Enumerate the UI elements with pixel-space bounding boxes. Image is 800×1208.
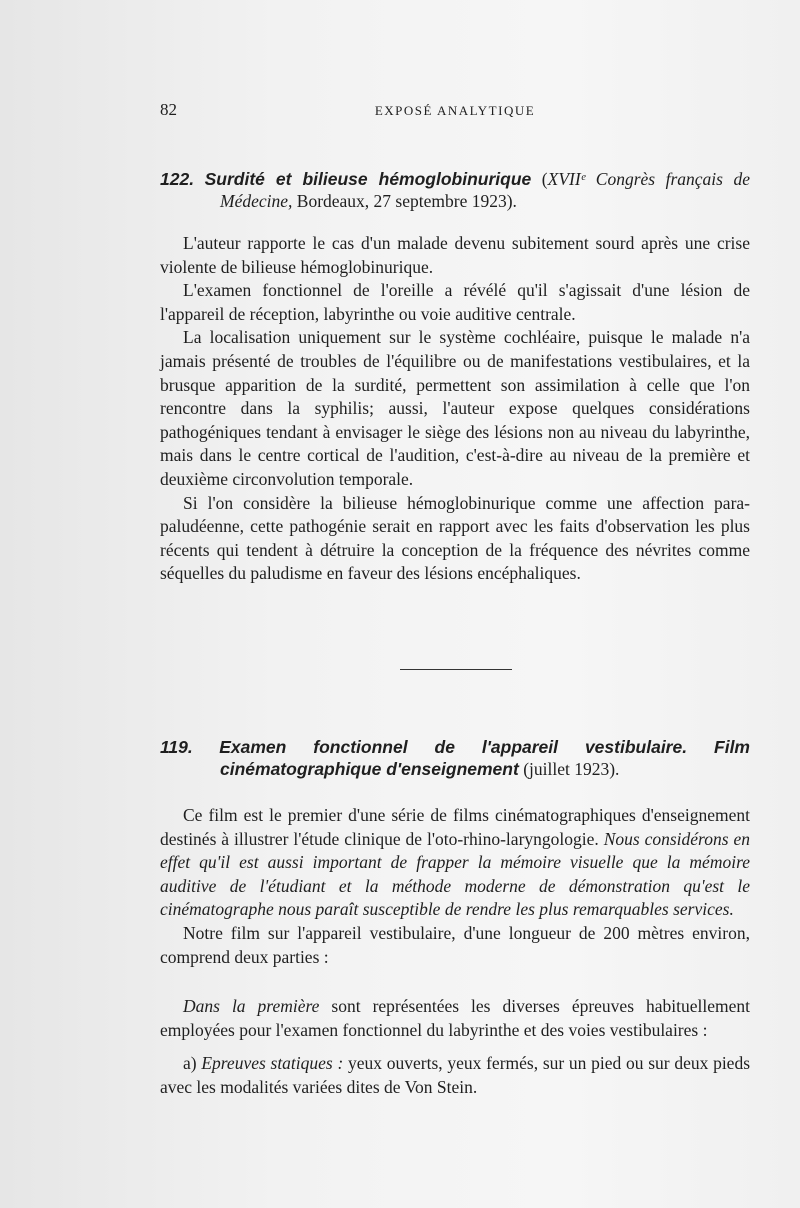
- entry-119-p4-label: a): [183, 1053, 202, 1074]
- entry-122-heading: [160, 168, 750, 212]
- entry-122-paragraph: L'auteur rapporte le cas d'un malade devenu subitement sourd après une crise violente de bilieuse hémoglobinurique.: [160, 233, 750, 277]
- page-number: 82: [160, 100, 177, 119]
- entry-122: [160, 168, 750, 586]
- entry-122-venue-open: (: [541, 169, 548, 189]
- entry-122-venue-tail: Bordeaux, 27 septembre 1923).: [292, 191, 517, 211]
- entry-119-number: 119.: [160, 737, 193, 757]
- entry-119-title: Examen fonctionnel de l'appareil vestibulaire. Film cinématographique d'enseignement: [219, 737, 750, 779]
- running-head: EXPOSÉ ANALYTIQUE: [374, 103, 536, 118]
- entry-119-p1-roman: Ce film est le premier d'une série de films cinématographiques d'enseignement destinés à illustrer l'étude clinique de l'oto-rhino-laryngologie.: [160, 805, 750, 849]
- entry-119: [160, 736, 750, 1100]
- entry-119-p3-roman: sont représentées les diverses épreuves habituellement employées pour l'examen fonctionnel du labyrinthe et des voies vestibulaires :: [160, 996, 750, 1040]
- entry-122-venue: XVIIᵉ Congrès français de Médecine,: [220, 169, 751, 211]
- entry-119-paragraph: [160, 995, 750, 1042]
- entry-122-paragraph: La localisation uniquement sur le système cochléaire, puisque le malade n'a jamais présenté de troubles de l'équilibre ou de manifestations vestibulaires, et la brusque apparition de la surdité, permettent son assimilation à celle que l'on rencontre dans la syphilis; aussi, l'auteur expose quelques considérations pathogéniques tendant à envisager le siège des lésions non au niveau du labyrinthe, mais dans le centre cortical de l'audition, c'est-à-dire au niveau de la première et deuxième circonvolution temporale.: [160, 327, 750, 489]
- entry-122-paragraph: Si l'on considère la bilieuse hémoglobinurique comme une affection para-paludéenne, cette pathogénie serait en rapport avec les faits d'observation les plus récents qui tendent à détruire la conception de la fréquence des névrites comme séquelles du paludisme en faveur des lésions encéphaliques.: [160, 492, 750, 584]
- entry-119-p3-italic: Dans la première: [183, 996, 320, 1017]
- entry-119-paragraph: [160, 1052, 750, 1099]
- entry-119-date: (juillet 1923).: [518, 759, 620, 779]
- entry-119-paragraph: [160, 804, 750, 922]
- entry-119-p1-italic: Nous considérons en effet qu'il est aussi important de frapper la mémoire visuelle que la mémoire auditive de l'étudiant et la méthode moderne de démonstration qu'est le cinématographe nous paraît susceptible de rendre les plus remarquables services.: [160, 828, 750, 920]
- entry-119-paragraph: Notre film sur l'appareil vestibulaire, d'une longueur de 200 mètres environ, comprend deux parties :: [160, 922, 750, 967]
- entry-119-p4-roman: yeux ouverts, yeux fermés, sur un pied ou sur deux pieds avec les modalités variées dites de Von Stein.: [160, 1053, 751, 1097]
- entry-122-number: 122.: [160, 169, 195, 189]
- entry-119-heading: [160, 736, 750, 780]
- entry-122-title: Surdité et bilieuse hémoglobinurique: [204, 169, 532, 189]
- section-divider: [400, 669, 512, 670]
- entry-122-paragraph: L'examen fonctionnel de l'oreille a révélé qu'il s'agissait d'une lésion de l'appareil de réception, labyrinthe ou voie auditive centrale.: [160, 280, 750, 324]
- page-header: [160, 100, 750, 124]
- entry-119-p4-italic: Epreuves statiques :: [201, 1053, 344, 1074]
